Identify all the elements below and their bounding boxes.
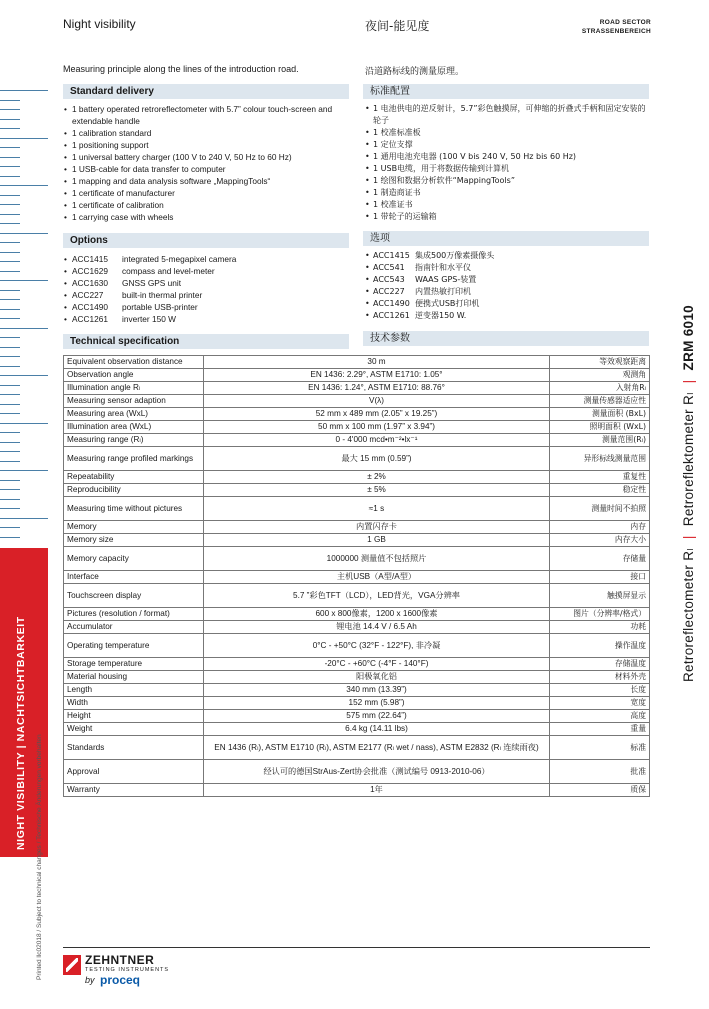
table-row — [64, 434, 650, 447]
logo-name: ZEHNTNER — [85, 953, 155, 967]
table-row — [64, 395, 650, 408]
option-text: 指南针和水平仪 — [415, 263, 471, 272]
option-code: ACC1490 — [373, 299, 410, 308]
spec-label-en: Illumination angle Rₗ — [64, 382, 204, 395]
list-item: • 1 mapping and data analysis software „MappingTools“ — [64, 175, 349, 187]
page-title-en: Night visibility — [63, 17, 136, 31]
zehntner-logo — [63, 953, 183, 993]
section-tech-spec-zh: 技术参数 — [363, 331, 649, 346]
ruler-tick — [0, 328, 48, 329]
spec-label-en: Measuring time without pictures — [64, 497, 204, 521]
spec-value: 600 x 800像素，1200 x 1600像素 — [204, 608, 550, 621]
ruler-tick — [0, 309, 20, 310]
ruler-tick — [0, 128, 20, 129]
option-text: portable USB-printer — [122, 302, 198, 312]
ruler-tick — [0, 166, 20, 167]
spec-label-en: Height — [64, 710, 204, 723]
table-row — [64, 634, 650, 658]
ruler-tick — [0, 356, 20, 357]
spec-value: 锂电池 14.4 V / 6.5 Ah — [204, 621, 550, 634]
table-row — [64, 621, 650, 634]
table-row — [64, 784, 650, 797]
spec-label-zh: 标准 — [550, 736, 650, 760]
ruler-tick — [0, 337, 20, 338]
vertical-title-separator: | — [681, 379, 696, 384]
table-row — [64, 497, 650, 521]
ruler-tick — [0, 214, 20, 215]
list-item: • 1 通用电池充电器 (100 V bis 240 V, 50 Hz bis 60 Hz) — [365, 151, 650, 163]
table-row — [64, 547, 650, 571]
spec-value: 5.7 ”彩色TFT（LCD），LED背光，VGA分辨率 — [204, 584, 550, 608]
spec-label-zh: 稳定性 — [550, 484, 650, 497]
list-item: • 1 certificate of calibration — [64, 199, 349, 211]
ruler-tick — [0, 233, 48, 234]
table-row — [64, 408, 650, 421]
spec-label-zh: 高度 — [550, 710, 650, 723]
option-code: ACC1261 — [373, 311, 410, 320]
table-row — [64, 447, 650, 471]
option-code: ACC541 — [373, 263, 405, 272]
spec-value: 340 mm (13.39”) — [204, 684, 550, 697]
table-row — [64, 382, 650, 395]
vertical-title-en: Retroreflectometer Rₗ — [681, 548, 696, 682]
spec-label-en: Measuring sensor adaption — [64, 395, 204, 408]
intro-text-zh: 沿道路标线的测量原理。 — [365, 67, 465, 77]
option-text: 集成500万像素摄像头 — [415, 251, 495, 260]
vertical-title-de: Retroreflektometer Rₗ — [681, 392, 696, 527]
option-text: compass and level-meter — [122, 266, 215, 276]
option-item — [64, 313, 349, 325]
option-item — [365, 310, 650, 322]
spec-label-en: Width — [64, 697, 204, 710]
ruler-tick — [0, 537, 20, 538]
spec-label-zh: 观测角 — [550, 369, 650, 382]
ruler-tick — [0, 90, 48, 91]
spec-value: 52 mm x 489 mm (2.05” x 19.25”) — [204, 408, 550, 421]
spec-label-en: Pictures (resolution / format) — [64, 608, 204, 621]
option-text: 内置热敏打印机 — [415, 287, 471, 296]
list-item: • 1 positioning support — [64, 139, 349, 151]
spec-value: ≈1 s — [204, 497, 550, 521]
spec-label-zh: 入射角Rₗ — [550, 382, 650, 395]
options-list-en — [64, 253, 349, 325]
ruler-tick — [0, 157, 20, 158]
ruler-tick — [0, 242, 20, 243]
spec-label-en: Accumulator — [64, 621, 204, 634]
spec-label-en: Approval — [64, 760, 204, 784]
logo-by: by — [85, 975, 95, 985]
list-item: • 1 电池供电的逆反射计，5.7”彩色触摸屏，可伸缩的折叠式手柄和固定安装的轮子 — [365, 103, 650, 127]
table-row — [64, 521, 650, 534]
page-title-zh: 夜间-能见度 — [365, 19, 430, 33]
list-item: • 1 carrying case with wheels — [64, 211, 349, 223]
ruler-tick — [0, 451, 20, 452]
spec-label-en: Operating temperature — [64, 634, 204, 658]
option-text: inverter 150 W — [122, 314, 176, 324]
option-item — [365, 286, 650, 298]
ruler-tick — [0, 119, 20, 120]
section-options-zh: 选项 — [363, 231, 649, 246]
spec-label-zh: 宽度 — [550, 697, 650, 710]
ruler-tick — [0, 100, 20, 101]
option-code: ACC1415 — [72, 254, 108, 264]
table-row — [64, 356, 650, 369]
option-item — [64, 289, 349, 301]
spec-value: EN 1436: 2.29°, ASTM E1710: 1.05° — [204, 369, 550, 382]
sector-line-1: ROAD SECTOR — [599, 19, 651, 26]
table-row — [64, 710, 650, 723]
option-code: ACC227 — [72, 290, 104, 300]
list-item: • 1 带轮子的运输箱 — [365, 211, 650, 223]
side-bar-label: NIGHT VISIBILITY | NACHTSICHTBARKEIT — [15, 616, 27, 850]
spec-label-en: Reproducibility — [64, 484, 204, 497]
table-row — [64, 736, 650, 760]
spec-label-zh: 触摸屏显示 — [550, 584, 650, 608]
ruler-tick — [0, 404, 20, 405]
table-row — [64, 723, 650, 736]
spec-label-zh: 存储量 — [550, 547, 650, 571]
spec-label-zh: 材料外壳 — [550, 671, 650, 684]
vertical-title-model: ZRM 6010 — [681, 305, 696, 371]
spec-label-zh: 测量范围(Rₗ) — [550, 434, 650, 447]
spec-label-en: Standards — [64, 736, 204, 760]
table-row — [64, 760, 650, 784]
footer-rule — [63, 947, 650, 948]
spec-value: 1000000 测量值不包括照片 — [204, 547, 550, 571]
spec-value: 50 mm x 100 mm (1.97” x 3.94”) — [204, 421, 550, 434]
option-item — [365, 250, 650, 262]
table-row — [64, 471, 650, 484]
ruler-tick — [0, 394, 20, 395]
ruler-marks — [0, 90, 48, 548]
option-item — [64, 253, 349, 265]
spec-value: 30 m — [204, 356, 550, 369]
logo-subtitle: TESTING INSTRUMENTS — [85, 967, 170, 973]
spec-label-zh: 存储温度 — [550, 658, 650, 671]
sector-label — [582, 18, 651, 36]
ruler-tick — [0, 252, 20, 253]
spec-label-zh: 测量传感器适应性 — [550, 395, 650, 408]
list-item: • 1 绘图和数据分析软件“MappingTools” — [365, 175, 650, 187]
table-row — [64, 571, 650, 584]
option-item — [64, 301, 349, 313]
list-item: • 1 USB电缆，用于将数据传输到计算机 — [365, 163, 650, 175]
spec-label-zh: 重量 — [550, 723, 650, 736]
spec-value: EN 1436: 1.24°, ASTM E1710: 88.76° — [204, 382, 550, 395]
spec-label-zh: 功耗 — [550, 621, 650, 634]
section-standard-delivery-en: Standard delivery — [63, 84, 349, 99]
options-list-zh — [365, 250, 650, 322]
ruler-tick — [0, 204, 20, 205]
ruler-tick — [0, 147, 20, 148]
spec-label-zh: 等效观察距离 — [550, 356, 650, 369]
option-text: 逆变器150 W. — [415, 311, 467, 320]
spec-label-en: Weight — [64, 723, 204, 736]
spec-label-en: Storage temperature — [64, 658, 204, 671]
spec-label-en: Observation angle — [64, 369, 204, 382]
ruler-tick — [0, 290, 20, 291]
list-item: • 1 battery operated retroreflectometer with 5.7” colour touch-screen and extendable handle — [64, 103, 349, 127]
spec-label-zh: 质保 — [550, 784, 650, 797]
spec-value: 主机USB（A型/A型） — [204, 571, 550, 584]
spec-label-en: Interface — [64, 571, 204, 584]
vertical-title-separator: | — [681, 535, 696, 540]
option-text: 便携式USB打印机 — [415, 299, 480, 308]
table-row — [64, 697, 650, 710]
table-row — [64, 608, 650, 621]
table-row — [64, 484, 650, 497]
option-code: ACC1415 — [373, 251, 410, 260]
ruler-tick — [0, 223, 20, 224]
vertical-product-title — [681, 305, 697, 682]
tech-spec-table — [63, 355, 650, 797]
spec-label-en: Material housing — [64, 671, 204, 684]
option-item — [365, 298, 650, 310]
spec-label-zh: 图片（分辨率/格式） — [550, 608, 650, 621]
logo-proceq: proceq — [100, 973, 141, 987]
ruler-tick — [0, 461, 20, 462]
section-options-en: Options — [63, 233, 349, 248]
list-item: • 1 universal battery charger (100 V to 240 V, 50 Hz to 60 Hz) — [64, 151, 349, 163]
ruler-tick — [0, 366, 20, 367]
spec-value: 阳极氧化铝 — [204, 671, 550, 684]
option-code: ACC227 — [373, 287, 405, 296]
ruler-tick — [0, 527, 20, 528]
ruler-tick — [0, 185, 48, 186]
sector-line-2: STRASSENBEREICH — [581, 28, 651, 35]
spec-label-en: Length — [64, 684, 204, 697]
spec-value: 6.4 kg (14.11 lbs) — [204, 723, 550, 736]
option-item — [64, 277, 349, 289]
spec-value: 1年 — [204, 784, 550, 797]
ruler-tick — [0, 176, 20, 177]
ruler-tick — [0, 518, 48, 519]
option-text: WAAS GPS-装置 — [415, 275, 477, 284]
spec-label-en: Equivalent observation distance — [64, 356, 204, 369]
spec-label-en: Illumination area (WxL) — [64, 421, 204, 434]
ruler-tick — [0, 318, 20, 319]
option-code: ACC543 — [373, 275, 405, 284]
list-item: • 1 制造商证书 — [365, 187, 650, 199]
spec-label-zh: 测量面积 (BxL) — [550, 408, 650, 421]
spec-label-zh: 内存大小 — [550, 534, 650, 547]
ruler-tick — [0, 280, 48, 281]
spec-value: ± 5% — [204, 484, 550, 497]
ruler-tick — [0, 423, 48, 424]
spec-label-zh: 接口 — [550, 571, 650, 584]
table-row — [64, 534, 650, 547]
spec-value: -20°C - +60°C (-4°F - 140°F) — [204, 658, 550, 671]
ruler-tick — [0, 138, 48, 139]
spec-value: EN 1436 (Rₗ), ASTM E1710 (Rₗ), ASTM E2177 (Rₗ wet / nass), ASTM E2832 (Rₗ 连续雨夜) — [204, 736, 550, 760]
zehntner-logo-icon — [63, 955, 81, 975]
spec-value: 1 GB — [204, 534, 550, 547]
ruler-tick — [0, 271, 20, 272]
option-item — [365, 274, 650, 286]
spec-value: 0 - 4'000 mcd•m⁻²•lx⁻¹ — [204, 434, 550, 447]
ruler-tick — [0, 508, 20, 509]
spec-label-en: Measuring area (WxL) — [64, 408, 204, 421]
option-text: GNSS GPS unit — [122, 278, 182, 288]
option-item — [64, 265, 349, 277]
spec-value: 最大 15 mm (0.59”) — [204, 447, 550, 471]
ruler-tick — [0, 480, 20, 481]
spec-label-zh: 长度 — [550, 684, 650, 697]
spec-label-en: Memory capacity — [64, 547, 204, 571]
list-item: • 1 certificate of manufacturer — [64, 187, 349, 199]
spec-label-zh: 批准 — [550, 760, 650, 784]
spec-label-zh: 异形标线测量范围 — [550, 447, 650, 471]
table-row — [64, 658, 650, 671]
ruler-tick — [0, 195, 20, 196]
ruler-tick — [0, 375, 48, 376]
option-code: ACC1490 — [72, 302, 108, 312]
section-standard-delivery-zh: 标准配置 — [363, 84, 649, 99]
spec-label-en: Memory — [64, 521, 204, 534]
ruler-tick — [0, 109, 20, 110]
ruler-tick — [0, 413, 20, 414]
list-item: • 1 校准标准板 — [365, 127, 650, 139]
ruler-tick — [0, 470, 48, 471]
table-row — [64, 584, 650, 608]
spec-value: ± 2% — [204, 471, 550, 484]
spec-value: 经认可的德国StrAus-Zert协会批准（测试编号 0913-2010-06） — [204, 760, 550, 784]
ruler-tick — [0, 432, 20, 433]
option-code: ACC1630 — [72, 278, 108, 288]
spec-value: 内置闪存卡 — [204, 521, 550, 534]
ruler-tick — [0, 385, 20, 386]
list-item: • 1 定位支撑 — [365, 139, 650, 151]
table-row — [64, 684, 650, 697]
option-code: ACC1261 — [72, 314, 108, 324]
list-item: • 1 校准证书 — [365, 199, 650, 211]
ruler-tick — [0, 347, 20, 348]
option-code: ACC1629 — [72, 266, 108, 276]
spec-label-en: Memory size — [64, 534, 204, 547]
option-text: built-in thermal printer — [122, 290, 203, 300]
standard-delivery-list-en — [64, 103, 349, 223]
ruler-tick — [0, 299, 20, 300]
spec-label-en: Touchscreen display — [64, 584, 204, 608]
spec-value: V(λ) — [204, 395, 550, 408]
spec-value: 0°C - +50°C (32°F - 122°F), 非冷凝 — [204, 634, 550, 658]
spec-label-zh: 内存 — [550, 521, 650, 534]
ruler-tick — [0, 442, 20, 443]
option-item — [365, 262, 650, 274]
ruler-tick — [0, 489, 20, 490]
list-item: • 1 calibration standard — [64, 127, 349, 139]
table-row — [64, 369, 650, 382]
ruler-tick — [0, 499, 20, 500]
spec-label-en: Repeatability — [64, 471, 204, 484]
table-row — [64, 671, 650, 684]
spec-label-zh: 照明面积 (WxL) — [550, 421, 650, 434]
spec-label-zh: 测量时间不拍照 — [550, 497, 650, 521]
spec-value: 575 mm (22.64”) — [204, 710, 550, 723]
ruler-tick — [0, 261, 20, 262]
print-note: Printed llc02018 / Subject to technical changes / Technische Änderungen vorbehalten — [36, 734, 43, 980]
spec-label-en: Measuring range profiled markings — [64, 447, 204, 471]
spec-label-en: Warranty — [64, 784, 204, 797]
standard-delivery-list-zh — [365, 103, 650, 223]
spec-label-zh: 操作温度 — [550, 634, 650, 658]
spec-label-zh: 重复性 — [550, 471, 650, 484]
section-tech-spec-en: Technical specification — [63, 334, 349, 349]
list-item: • 1 USB-cable for data transfer to computer — [64, 163, 349, 175]
spec-value: 152 mm (5.98”) — [204, 697, 550, 710]
spec-label-en: Measuring range (Rₗ) — [64, 434, 204, 447]
table-row — [64, 421, 650, 434]
option-text: integrated 5-megapixel camera — [122, 254, 237, 264]
intro-text-en: Measuring principle along the lines of the introduction road. — [63, 64, 299, 74]
